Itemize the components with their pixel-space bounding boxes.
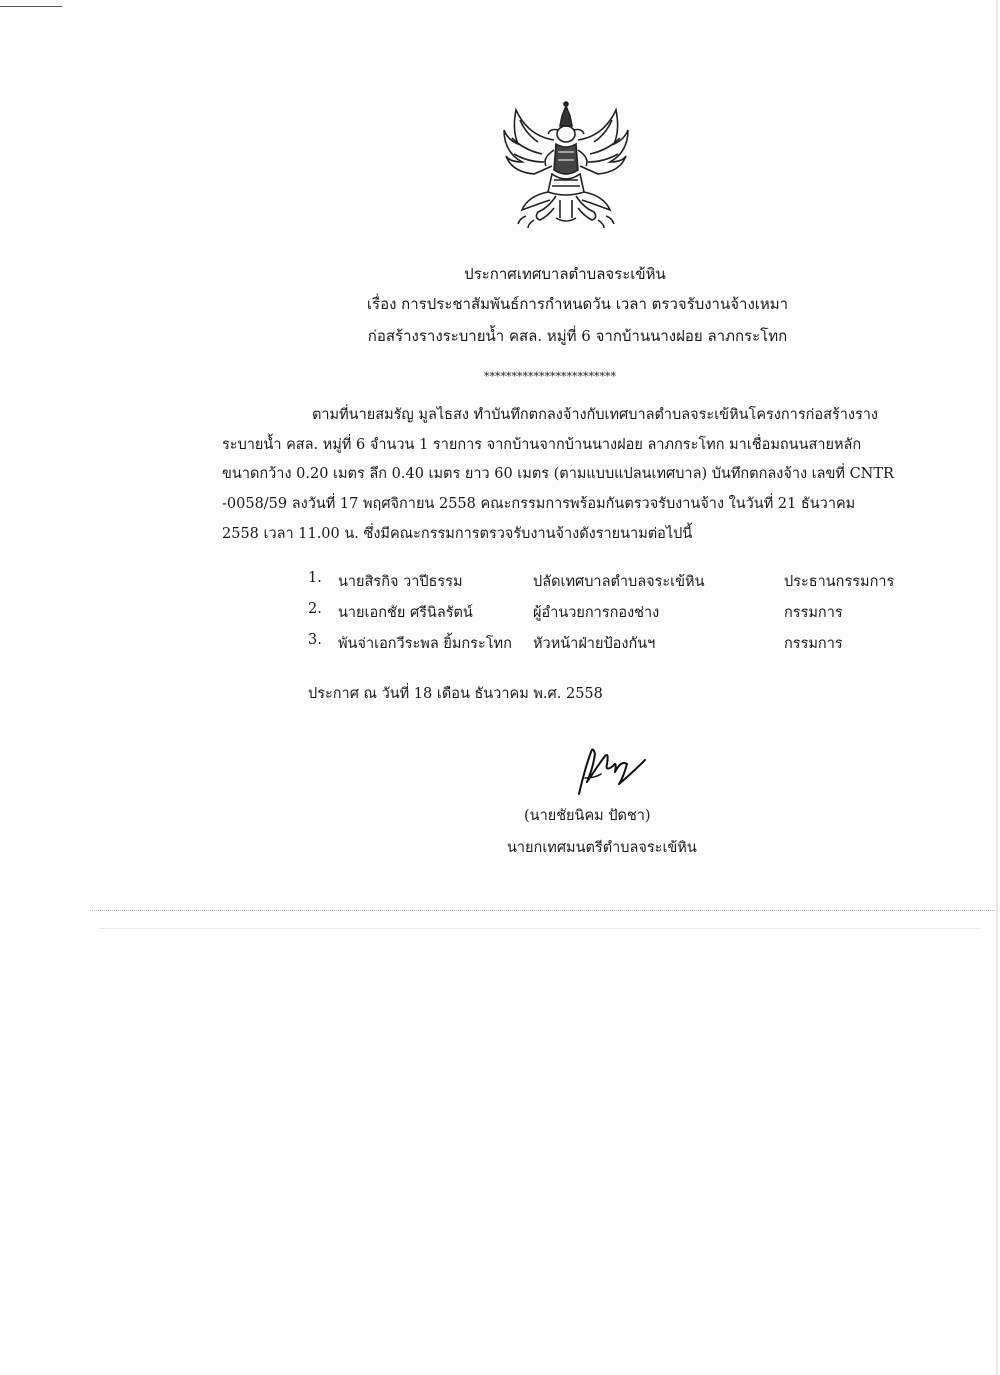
signer-title: นายกเทศมนตรีตำบลจระเข้หิน bbox=[507, 840, 697, 856]
body-line-1: ตามที่นายสมรัญ มูลไธสง ทำบันทึกตกลงจ้างกับเทศบาลตำบลจระเข้หินโครงการก่อสร้างราง bbox=[312, 407, 878, 423]
scan-corner-mark bbox=[0, 6, 62, 7]
announcement-date: ประกาศ ณ วันที่ 18 เดือน ธันวาคม พ.ศ. 2558 bbox=[308, 686, 603, 702]
body-line-3: ขนาดกว้าง 0.20 เมตร ลึก 0.40 เมตร ยาว 60 เมตร (ตามแบบแปลนเทศบาล) บันทึกตกลงจ้าง เลขที่ CNTR bbox=[222, 466, 894, 482]
committee-list bbox=[308, 570, 908, 663]
member-name: พันจ่าเอกวีระพล ยิ้มกระโทก bbox=[338, 636, 512, 652]
announcement-title: ประกาศเทศบาลตำบลจระเข้หิน bbox=[464, 265, 666, 283]
committee-member bbox=[308, 601, 908, 632]
body-line-2: ระบายน้ำ คสล. หมู่ที่ 6 จำนวน 1 รายการ จากบ้านจากบ้านนางฝอย ลาภกระโทก มาเชื่อมถนนสายหลัก bbox=[222, 437, 862, 453]
member-position: หัวหน้าฝ่ายป้องกันฯ bbox=[533, 636, 656, 652]
scan-artifact-line bbox=[100, 928, 980, 929]
member-role: กรรมการ bbox=[784, 636, 843, 652]
member-number: 3. bbox=[308, 632, 322, 648]
project-title: ก่อสร้างรางระบายน้ำ คสล. หมู่ที่ 6 จากบ้านนางฝอย ลาภกระโทก bbox=[367, 327, 788, 345]
signer-name: (นายชัยนิคม ปัดชา) bbox=[524, 808, 651, 824]
member-number: 1. bbox=[308, 570, 322, 586]
announcement-subject: เรื่อง การประชาสัมพันธ์การกำหนดวัน เวลา ตรวจรับงานจ้างเหมา bbox=[366, 295, 789, 313]
member-position: ผู้อำนวยการกองช่าง bbox=[533, 605, 660, 621]
body-line-4: -0058/59 ลงวันที่ 17 พฤศจิกายน 2558 คณะกรรมการพร้อมกันตรวจรับงานจ้าง ในวันที่ 21 ธันวาคม bbox=[222, 496, 856, 512]
body-line-5: 2558 เวลา 11.00 น. ซึ่งมีคณะกรรมการตรวจรับงานจ้างดังรายนามต่อไปนี้ bbox=[222, 526, 693, 542]
member-name: นายสิรกิจ วาปีธรรม bbox=[338, 574, 463, 590]
committee-member bbox=[308, 570, 908, 601]
member-role: ประธานกรรมการ bbox=[784, 574, 895, 590]
scan-artifact-line bbox=[90, 910, 995, 911]
member-position: ปลัดเทศบาลตำบลจระเข้หิน bbox=[533, 574, 705, 590]
member-number: 2. bbox=[308, 601, 322, 617]
separator-stars: ************************ bbox=[484, 370, 616, 383]
committee-member bbox=[308, 632, 908, 663]
member-name: นายเอกชัย ศรีนิลรัตน์ bbox=[338, 605, 473, 621]
scan-edge bbox=[996, 0, 998, 1375]
member-role: กรรมการ bbox=[784, 605, 843, 621]
garuda-emblem-icon bbox=[498, 100, 634, 230]
handwritten-signature bbox=[565, 738, 655, 800]
